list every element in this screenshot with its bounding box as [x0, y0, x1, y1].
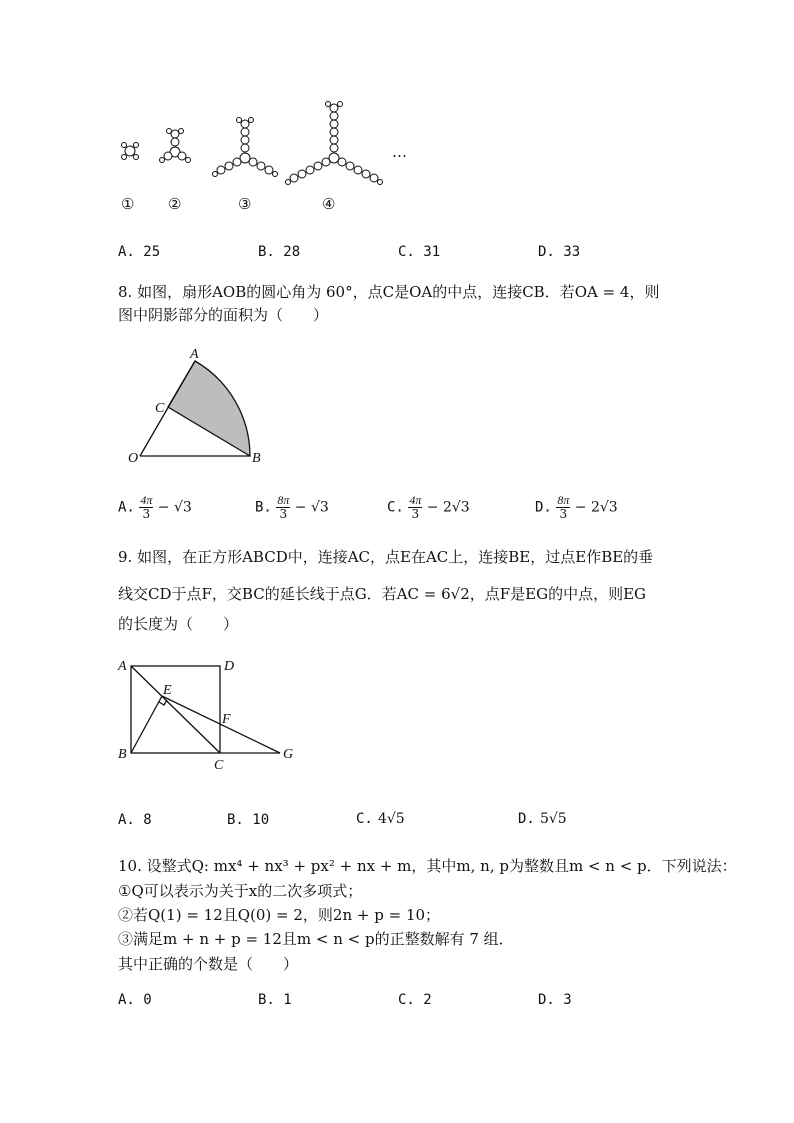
point-D: D — [224, 659, 235, 674]
pattern-label-1: ① — [121, 195, 135, 213]
q10-line-5: 其中正确的个数是（ ） — [118, 955, 299, 973]
pattern-4 — [286, 102, 383, 185]
q9-option-c[interactable]: C. 4√5 — [356, 811, 405, 827]
q7-option-d[interactable]: D. 33 — [538, 244, 581, 260]
q8-option-b[interactable]: B. $\frac{8\pi}{3}$ − √3 — [255, 493, 329, 521]
point-A: A — [190, 347, 199, 362]
q10-line-4: ③满足m + n + p = 12且m < n < p的正整数解有 7 组． — [118, 930, 514, 948]
point-F: F — [222, 712, 231, 727]
q9-line-3: 的长度为（ ） — [118, 615, 239, 633]
point-G: G — [283, 747, 294, 762]
point-B: B — [252, 451, 261, 466]
point-A: A — [118, 659, 127, 674]
q8-option-c[interactable]: C. $\frac{4\pi}{3}$ − 2√3 — [387, 493, 470, 521]
sector-figure — [122, 344, 272, 474]
q7-option-a[interactable]: A. 25 — [118, 244, 161, 260]
q8-option-a[interactable]: A. $\frac{4\pi}{3}$ − √3 — [118, 493, 192, 521]
q10-option-d[interactable]: D. 3 — [538, 992, 572, 1008]
pattern-label-4: ④ — [322, 195, 336, 213]
point-O: O — [128, 451, 139, 466]
pattern-1 — [122, 143, 139, 160]
point-B: B — [118, 747, 127, 762]
q8-line-1: 8. 如图，扇形AOB的圆心角为 60°，点C是OA的中点，连接CB．若OA = 4，则 — [118, 283, 660, 301]
q9-option-d[interactable]: D. 5√5 — [518, 811, 567, 827]
pattern-2 — [160, 129, 191, 163]
pattern-label-2: ② — [168, 195, 182, 213]
q9-option-b[interactable]: B. 10 — [227, 812, 270, 828]
point-E: E — [163, 683, 172, 698]
q7-option-b[interactable]: B. 28 — [258, 244, 301, 260]
q10-option-a[interactable]: A. 0 — [118, 992, 152, 1008]
shaded-region — [168, 361, 250, 456]
q10-line-1: 10. 设整式Q: mx⁴ + nx³ + px² + nx + m，其中m, n, p为整数且m < n < p．下列说法： — [118, 857, 737, 875]
pattern-label-3: ③ — [238, 195, 252, 213]
point-C: C — [214, 758, 224, 772]
q9-option-a[interactable]: A. 8 — [118, 812, 152, 828]
q10-line-3: ②若Q(1) = 12且Q(0) = 2，则2n + p = 10； — [118, 906, 441, 924]
q10-line-2: ①Q可以表示为关于x的二次多项式； — [118, 882, 363, 900]
q9-line-1: 9. 如图，在正方形ABCD中，连接AC，点E在AC上，连接BE，过点E作BE的垂 — [118, 548, 654, 566]
pattern-3 — [213, 118, 278, 177]
pattern-ellipsis: … — [392, 143, 407, 161]
square-figure — [116, 656, 306, 772]
q7-option-c[interactable]: C. 31 — [398, 244, 441, 260]
pattern-figures — [112, 96, 432, 196]
q8-line-2: 图中阴影部分的面积为（ ） — [118, 306, 329, 324]
q8-option-d[interactable]: D. $\frac{8\pi}{3}$ − 2√3 — [535, 493, 618, 521]
q10-option-c[interactable]: C. 2 — [398, 992, 432, 1008]
point-C: C — [155, 401, 165, 416]
q9-line-2: 线交CD于点F，交BC的延长线于点G．若AC = 6√2，点F是EG的中点，则EG — [118, 585, 647, 603]
q10-option-b[interactable]: B. 1 — [258, 992, 292, 1008]
